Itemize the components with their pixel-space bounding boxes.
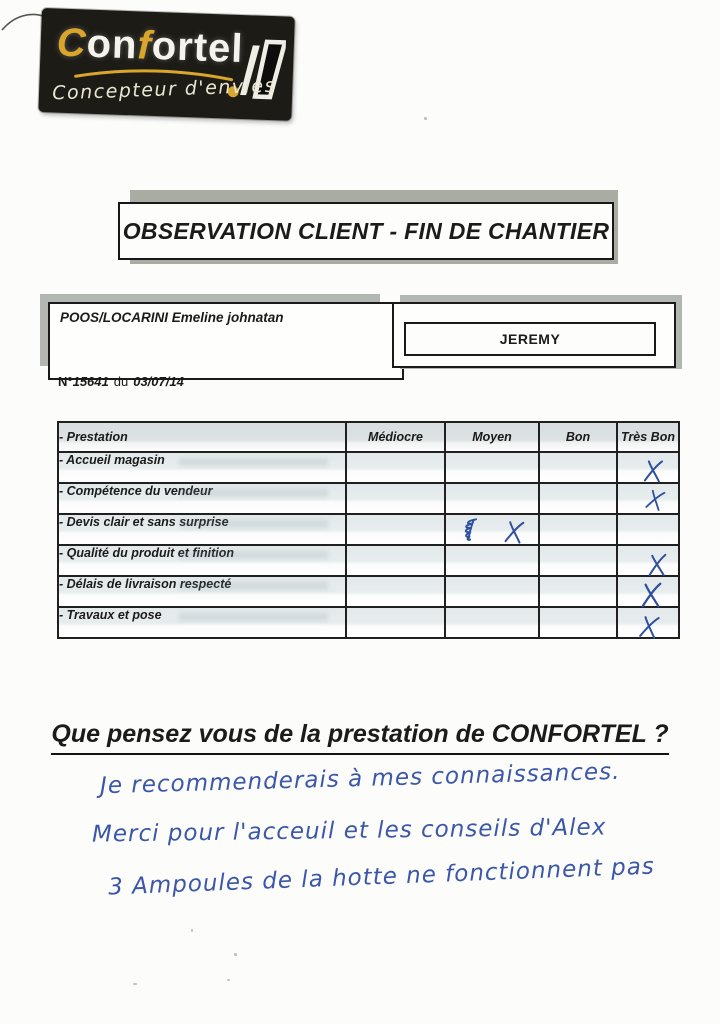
- rating-cell-bon: [539, 483, 617, 514]
- table-row: [58, 514, 679, 545]
- logo-letter-f: f: [136, 23, 153, 68]
- client-box: [48, 302, 404, 380]
- rating-cell-tres_bon: [617, 607, 679, 638]
- rating-cell-moyen: [445, 607, 539, 638]
- column-header-mediocre: Médiocre: [346, 422, 445, 452]
- question-heading-row: [0, 720, 720, 755]
- client-name: POOS/LOCARINI Emeline johnatan: [60, 310, 284, 325]
- rating-cell-mediocre: [346, 452, 445, 483]
- table-row: [58, 607, 679, 638]
- paper-speck: [424, 117, 427, 120]
- table-row: [58, 576, 679, 607]
- handwriting-line: Merci pour l'acceuil et les conseils d'Alex: [91, 814, 607, 848]
- rating-mark-x-icon: [647, 552, 668, 577]
- rating-mark-x-icon: [643, 486, 667, 512]
- rating-cell-mediocre: [346, 514, 445, 545]
- row-label: - Devis clair et sans surprise: [58, 514, 346, 545]
- logo-tagline: Concepteur d'envies: [51, 74, 277, 105]
- rating-cell-tres_bon: [617, 452, 679, 483]
- page-title: OBSERVATION CLIENT - FIN DE CHANTIER: [122, 217, 610, 244]
- rating-mark-x-icon: [502, 518, 525, 545]
- logo-letter-c: C: [56, 20, 88, 66]
- rating-cell-bon: [539, 452, 617, 483]
- logo-letters-on: on: [85, 21, 139, 68]
- dossier-reference: [58, 374, 184, 389]
- table-row: [58, 483, 679, 514]
- question-heading: Que pensez vous de la prestation de CONFORTEL ?: [51, 720, 668, 755]
- row-label: - Travaux et pose: [58, 607, 346, 638]
- table-row: [58, 452, 679, 483]
- title-banner: [118, 202, 614, 260]
- rating-cell-bon: [539, 576, 617, 607]
- rating-cell-bon: [539, 607, 617, 638]
- rating-mark-x-icon: [642, 457, 665, 483]
- advisor-name: JEREMY: [499, 331, 561, 347]
- rating-cell-moyen: [445, 452, 539, 483]
- rating-cell-mediocre: [346, 576, 445, 607]
- column-header-bon: Bon: [539, 422, 617, 452]
- rating-mark-scribble-icon: [460, 516, 482, 543]
- reference-number: 15641: [72, 374, 109, 389]
- rating-cell-bon: [539, 514, 617, 545]
- rating-cell-moyen: [445, 545, 539, 576]
- rating-cell-moyen: [445, 514, 539, 545]
- ratings-table-header: [58, 422, 679, 452]
- rating-cell-mediocre: [346, 607, 445, 638]
- ratings-table-body: [58, 452, 679, 638]
- column-header-moyen: Moyen: [445, 422, 539, 452]
- paper-speck: [227, 979, 230, 981]
- rating-cell-mediocre: [346, 545, 445, 576]
- rating-cell-bon: [539, 545, 617, 576]
- rating-cell-mediocre: [346, 483, 445, 514]
- rating-mark-x-icon: [639, 581, 663, 609]
- rating-mark-x-icon: [637, 613, 661, 641]
- logo-letters-ortel: ortel: [151, 23, 245, 72]
- column-header-tres_bon: Très Bon: [617, 422, 679, 452]
- row-label: - Délais de livraison respecté: [58, 576, 346, 607]
- rating-cell-tres_bon: [617, 514, 679, 545]
- row-label: - Compétence du vendeur: [58, 483, 346, 514]
- paper-speck: [191, 929, 193, 932]
- row-label: - Accueil magasin: [58, 452, 346, 483]
- paper-speck: [133, 983, 137, 985]
- ratings-table: [57, 421, 680, 639]
- rating-cell-moyen: [445, 576, 539, 607]
- rating-cell-tres_bon: [617, 545, 679, 576]
- handwriting-line: Je recommenderais à mes connaissances.: [99, 758, 621, 800]
- confortel-logo: [38, 8, 294, 121]
- rating-cell-moyen: [445, 483, 539, 514]
- row-label: - Qualité du produit et finition: [58, 545, 346, 576]
- advisor-inner-box: [404, 322, 656, 356]
- table-row: [58, 545, 679, 576]
- paper-speck: [234, 953, 237, 956]
- handwriting-line: 3 Ampoules de la hotte ne fonctionnent pas: [107, 853, 656, 901]
- rating-cell-tres_bon: [617, 483, 679, 514]
- reference-prefix: N°: [58, 374, 73, 389]
- reference-date: 03/07/14: [133, 374, 184, 389]
- rating-cell-tres_bon: [617, 576, 679, 607]
- column-header-label: - Prestation: [58, 422, 346, 452]
- reference-connector: du: [113, 374, 129, 389]
- logo-brand-text: [56, 21, 244, 72]
